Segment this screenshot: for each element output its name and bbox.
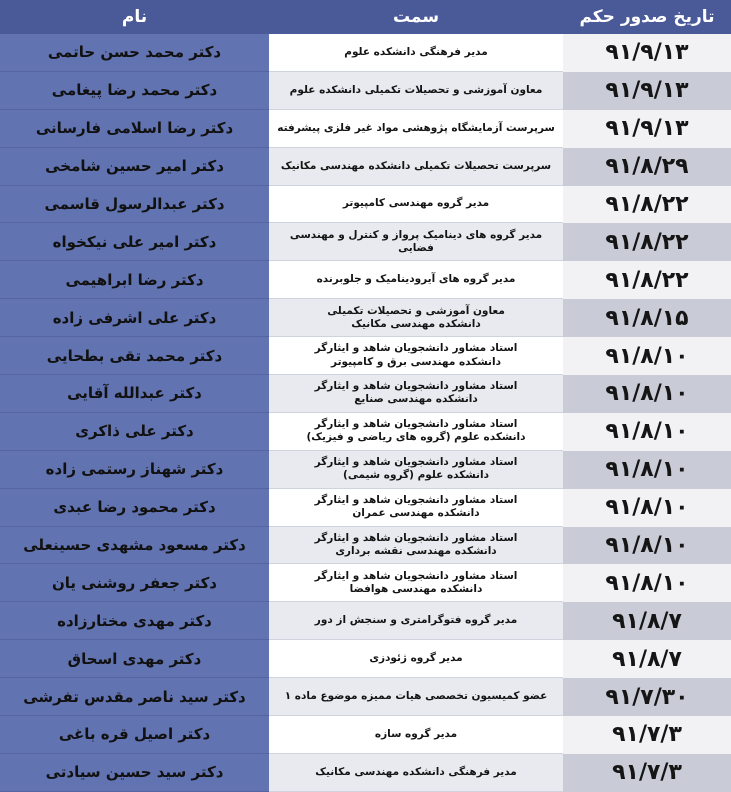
table-row (0, 640, 731, 678)
name-cell: دکتر محمود رضا عبدی (0, 489, 269, 527)
name-cell: دکتر سید ناصر مقدس تفرشی (0, 678, 269, 716)
header-name: نام (121, 7, 148, 27)
position-cell (269, 375, 563, 413)
position-text: معاون آموزشی و تحصیلات تکمیلی دانشکده علوم (289, 83, 543, 96)
position-text: استاد مشاور دانشجویان شاهد و ایثارگر دانشکده مهندسی عمران (314, 494, 518, 520)
position-text: مدیر گروه مهندسی کامپیوتر (342, 197, 490, 210)
position-cell (269, 261, 563, 299)
name-cell: دکتر علی ذاکری (0, 413, 269, 451)
date-cell: ۹۱/۸/۱۰ (563, 451, 731, 489)
date-cell: ۹۱/۸/۱۰ (563, 564, 731, 602)
table-row (0, 413, 731, 451)
position-cell (269, 413, 563, 451)
position-cell (269, 716, 563, 754)
table-row (0, 299, 731, 337)
name-cell: دکتر مهدی اسحاق (0, 640, 269, 678)
position-cell (269, 223, 563, 261)
name-cell: دکتر محمد تقی بطحایی (0, 337, 269, 375)
position-cell (269, 148, 563, 186)
position-text: سرپرست آزمایشگاه پژوهشی مواد غیر فلزی پیشرفته (277, 121, 555, 134)
position-text: مدیر گروه فتوگرامتری و سنجش از دور (314, 614, 518, 627)
date-cell: ۹۱/۸/۲۲ (563, 223, 731, 261)
position-text: مدیر گروه های دینامیک پرواز و کنترل و مهندسی فضایی (289, 228, 543, 254)
date-cell: ۹۱/۸/۱۰ (563, 413, 731, 451)
position-text: مدیر گروه ژئودزی (369, 652, 463, 665)
position-text: عضو کمیسیون تخصصی هیات ممیزه موضوع ماده ۱ (284, 690, 548, 703)
position-text: استاد مشاور دانشجویان شاهد و ایثارگر دانشکده علوم (گروه های ریاضی و فیزیک) (306, 418, 526, 444)
table-row (0, 110, 731, 148)
date-cell: ۹۱/۹/۱۳ (563, 34, 731, 72)
name-cell: دکتر سید حسین سیادتی (0, 754, 269, 792)
date-cell: ۹۱/۸/۲۲ (563, 261, 731, 299)
header-date: تاریخ صدور حکم (579, 7, 715, 27)
name-cell: دکتر اصیل قره باغی (0, 716, 269, 754)
table-row (0, 34, 731, 72)
table-row (0, 754, 731, 792)
position-cell (269, 489, 563, 527)
position-text: استاد مشاور دانشجویان شاهد و ایثارگر دانشکده مهندسی هوافضا (314, 569, 518, 595)
date-cell: ۹۱/۸/۷ (563, 640, 731, 678)
table-row (0, 72, 731, 110)
position-cell (269, 337, 563, 375)
position-cell (269, 34, 563, 72)
date-cell: ۹۱/۸/۱۵ (563, 299, 731, 337)
position-cell (269, 754, 563, 792)
position-cell (269, 564, 563, 602)
name-cell: دکتر عبدالله آقایی (0, 375, 269, 413)
table-row (0, 678, 731, 716)
table-row (0, 337, 731, 375)
date-cell: ۹۱/۸/۱۰ (563, 337, 731, 375)
name-cell: دکتر جعفر روشنی یان (0, 564, 269, 602)
position-text: مدیر فرهنگی دانشکده مهندسی مکانیک (315, 765, 517, 778)
position-text: استاد مشاور دانشجویان شاهد و ایثارگر دانشکده مهندسی برق و کامپیوتر (314, 342, 518, 368)
table-row (0, 527, 731, 565)
header-position: سمت (392, 7, 440, 27)
table-row (0, 564, 731, 602)
table-row (0, 261, 731, 299)
position-cell (269, 72, 563, 110)
position-text: مدیر گروه سازه (374, 727, 458, 740)
table-row (0, 716, 731, 754)
position-cell (269, 110, 563, 148)
position-text: سرپرست تحصیلات تکمیلی دانشکده مهندسی مکانیک (280, 159, 552, 172)
position-cell (269, 640, 563, 678)
table-row (0, 186, 731, 224)
date-cell: ۹۱/۹/۱۳ (563, 110, 731, 148)
name-cell: دکتر مهدی مختارزاده (0, 602, 269, 640)
name-cell: دکتر محمد حسن حاتمی (0, 34, 269, 72)
name-cell: دکتر شهناز رستمی زاده (0, 451, 269, 489)
date-cell: ۹۱/۸/۱۰ (563, 489, 731, 527)
name-cell: دکتر امیر حسین شامخی (0, 148, 269, 186)
date-cell: ۹۱/۸/۱۰ (563, 375, 731, 413)
date-cell: ۹۱/۷/۳ (563, 754, 731, 792)
date-cell: ۹۱/۸/۱۰ (563, 527, 731, 565)
date-cell: ۹۱/۸/۲۲ (563, 186, 731, 224)
position-text: استاد مشاور دانشجویان شاهد و ایثارگر دانشکده علوم (گروه شیمی) (314, 456, 518, 482)
name-cell: دکتر رضا اسلامی فارسانی (0, 110, 269, 148)
date-cell: ۹۱/۸/۲۹ (563, 148, 731, 186)
table-row (0, 375, 731, 413)
position-cell (269, 186, 563, 224)
position-cell (269, 451, 563, 489)
date-cell: ۹۱/۷/۳ (563, 716, 731, 754)
table-body (0, 34, 731, 792)
position-cell (269, 527, 563, 565)
table-row (0, 489, 731, 527)
date-cell: ۹۱/۹/۱۳ (563, 72, 731, 110)
position-cell (269, 678, 563, 716)
table-row (0, 602, 731, 640)
table-row (0, 223, 731, 261)
position-text: مدیر فرهنگی دانشکده علوم (344, 45, 488, 58)
name-cell: دکتر مسعود مشهدی حسینعلی (0, 527, 269, 565)
table-row (0, 148, 731, 186)
position-text: استاد مشاور دانشجویان شاهد و ایثارگر دانشکده مهندسی نقشه برداری (314, 531, 518, 558)
table-header (0, 0, 731, 34)
name-cell: دکتر رضا ابراهیمی (0, 261, 269, 299)
date-cell: ۹۱/۸/۷ (563, 602, 731, 640)
position-text: مدیر گروه های آیرودینامیک و جلوبرنده (316, 273, 516, 286)
name-cell: دکتر علی اشرفی زاده (0, 299, 269, 337)
position-cell (269, 299, 563, 337)
name-cell: دکتر امیر علی نیکخواه (0, 223, 269, 261)
name-cell: دکتر محمد رضا پیغامی (0, 72, 269, 110)
position-cell (269, 602, 563, 640)
position-text: استاد مشاور دانشجویان شاهد و ایثارگر دانشکده مهندسی صنایع (314, 380, 518, 406)
date-cell: ۹۱/۷/۳۰ (563, 678, 731, 716)
table-row (0, 451, 731, 489)
name-cell: دکتر عبدالرسول قاسمی (0, 186, 269, 224)
position-text: معاون آموزشی و تحصیلات تکمیلی دانشکده مهندسی مکانیک (327, 304, 505, 330)
